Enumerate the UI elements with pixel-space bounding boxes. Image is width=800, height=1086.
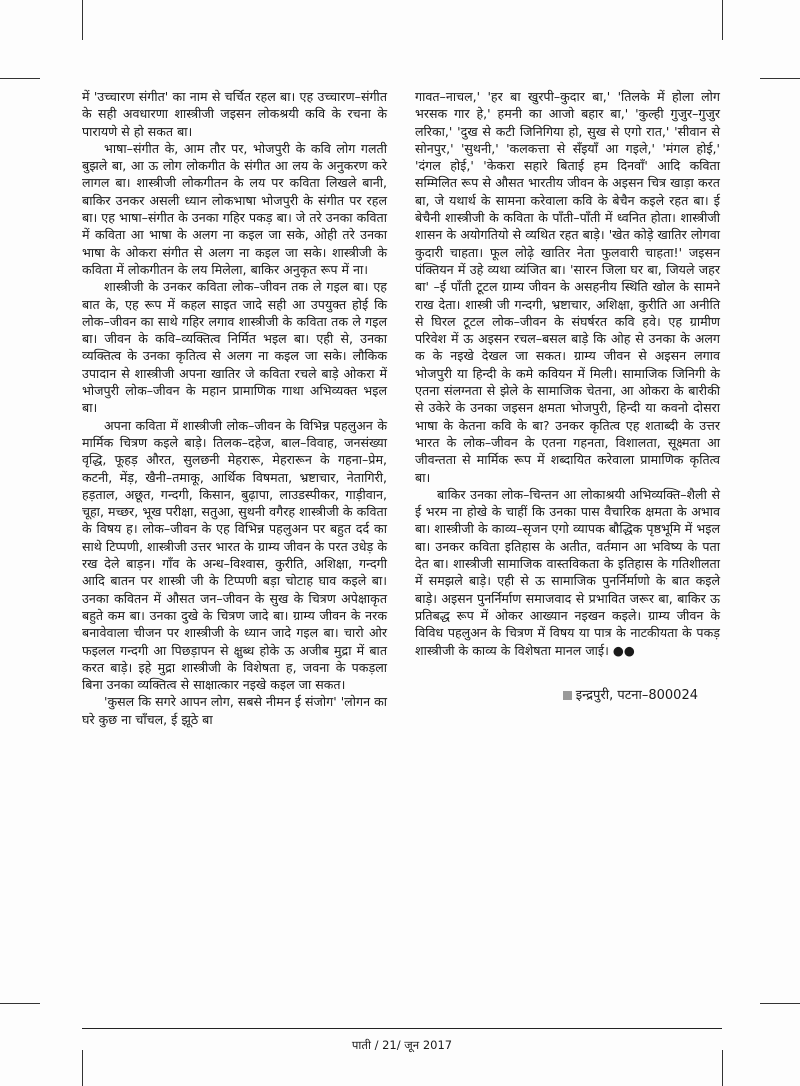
paragraph: बाकिर उनका लोक–चिन्तन आ लोकाश्रयी अभिव्यक्ति–शैली से ई भरम ना होखे के चाहीं कि उनका पास वैचारिक क्षमता के अभाव बा। शास्त्रीजी के काव्य–सृजन एगो व्यापक बौद्धिक पृष्ठभूमि में भइल बा। उनकर कविता इतिहास के अतीत, वर्तमान आ भविष्य के पता देत बा। शास्त्रीजी सामाजिक वास्तविकता के इतिहास के गतिशीलता में समझले बाड़े। एही से ऊ सामाजिक पुनर्निर्माणो के बात कइले बाड़े। अइसन पुनर्निर्माण समाजवाद से प्रभावित जरूर बा, बाकिर ऊ प्रतिबद्ध रूप में ओकर आख्यान नइखन कइले। ग्राम्य जीवन के विविध पहलुअन के चित्रण में विषय या पात्र के नाटकीयता के पकड़ शास्त्रीजी के काव्य के विशेषता मानल जाई। ●● [415, 486, 720, 658]
author-address [415, 687, 720, 704]
crop-mark [82, 0, 83, 40]
page-footer: पाती / 21/ जून 2017 [351, 1038, 453, 1052]
crop-mark [722, 1050, 723, 1086]
paragraph: अपना कविता में शास्त्रीजी लोक–जीवन के विभिन्न पहलुअन के मार्मिक चित्रण कइले बाड़े। तिलक–दहेज, बाल–विवाह, जनसंख्या वृद्धि, फूहड़ औरत, सुलछनी मेहरारू, मेहरारून के गहना–प्रेम, कटनी, मेंड़, खैनी–तमाकू, आर्थिक विषमता, भ्रष्टाचार, नेतागिरी, हड़ताल, अछूत, गन्दगी, किसान, बुढ़ापा, लाउडस्पीकर, गाड़ीवान, चूहा, मच्छर, भूख परीक्षा, सतुआ, सुथनी वगैरह शास्त्रीजी के कविता के विषय ह। लोक–जीवन के एह विभिन्न पहलुअन पर बहुत दर्द का साथे टिप्पणी, शास्त्रीजी उत्तर भारत के ग्राम्य जीवन के परत उधेड़ के रख देले बाड़न। गाँव के अन्ध–विश्वास, कुरीति, अशिक्षा, गन्दगी आदि बातन पर शास्त्री जी के टिप्पणी बड़ा चोटाह घाव कइले बा। उनका कवितन में औसत जन–जीवन के सुख के चित्रण अपेक्षाकृत बहुते कम बा। उनका दुखे के चित्रण जादे बा। ग्राम्य जीवन के नरक बनावेवाला चीजन पर शास्त्रीजी के ध्यान जादे गइल बा। चारो ओर फइलल गन्दगी आ पिछड़ापन से क्षुब्ध होके ऊ अजीब मुद्रा में बात करत बाड़े। इहे मुद्रा शास्त्रीजी के विशेषता ह, जवना के पकड़ला बिना उनका व्यक्तित्व से साक्षात्कार नइखे कइल जा सकत। [82, 417, 388, 693]
crop-mark [82, 1050, 83, 1086]
footer-rule [82, 1028, 722, 1029]
right-column [415, 88, 720, 704]
crop-mark [760, 1003, 800, 1004]
left-column [82, 88, 387, 728]
paragraph: 'कुसल कि सगरे आपन लोग, सबसे नीमन ई संजोग' 'लोगन का घरे कुछ ना चॉंचल, ई झूठे बा [82, 694, 387, 727]
paragraph: गावत–नाचल,' 'हर बा खुरपी–कुदार बा,' 'तिलके में होला लोग भरसक गार हे,' हमनी का आजो बहार बा,' 'कुल्ही गुजुर–गुजुर लरिका,' 'दुख से कटी जिनिगिया हो, सुख से एगो रात,' 'सीवान से सोनपुर,' 'सुथनी,' 'कलकत्ता से सँइयाँ आ गइले,' 'मंगल होई,' 'दंगल होई,' 'केकरा सहारे बिताई हम दिनवाँ' आदि कविता सम्मिलित रूप से औसत भारतीय जीवन के अइसन चित्र खाड़ा करत बा, जे यथार्थ के सामना करेवाला कवि के बेचैन कइले रहत बा। ई बेचैनी शास्त्रीजी के कविता के पाँती–पाँती में ध्वनित होता। शास्त्रीजी शासन के अयोगतियो से व्यथित रहत बाड़े। 'खेत कोड़े खातिर लोगवा कुदारी चाहता। फूल लोढ़े खातिर नेता फुलवारी चाहता!' जइसन पंक्तियन में उहे व्यथा व्यंजित बा। 'सारन जिला घर बा, जियले जहर बा' –ई पाँती टूटल ग्राम्य जीवन के असहनीय स्थिति खोल के सामने राख देता। शास्त्री जी गन्दगी, भ्रष्टाचार, अशिक्षा, कुरीति आ अनीति से घिरल टूटल लोक–जीवन के संघर्षरत कवि हवे। एह ग्रामीण परिवेश में ऊ अइसन रचल–बसल बाड़े कि ओह से उनका के अलग क के नइखे देखल जा सकत। ग्राम्य जीवन से अइसन लगाव भोजपुरी या हिन्दी के कमे कवियन में मिली। सामाजिक जिनिगी के एतना संलग्नता से झेले के सामाजिक चेतना, आ ओकरा के बारीकी से उकेरे के उनका जइसन क्षमता भोजपुरी, हिन्दी या कवनो दोसरा भाषा के केतना कवि के बा? उनकर कृतित्व एह शताब्दी के उत्तर भारत के लोक–जीवन के एतना गहनता, विशालता, सूक्ष्मता आ जीवन्तता से मार्मिक रूप में शब्दायित करेवाला प्रामाणिक कृतित्व बा। [415, 89, 720, 485]
crop-mark [722, 0, 723, 40]
crop-mark [0, 78, 40, 79]
square-bullet-icon [563, 691, 572, 700]
paragraph: भाषा–संगीत के, आम तौर पर, भोजपुरी के कवि लोग गलती बुझले बा, आ ऊ लोग लोकगीत के संगीत आ लय के अनुकरण करे लागल बा। शास्त्रीजी लोकगीतन के लय पर कविता लिखले बानी, बाकिर उनकर असली ध्यान लोकभाषा भोजपुरी के संगीत पर रहल बा। एह भाषा–संगीत के उनका गहिर पकड़ बा। जे तरे उनका कविता में कविता आ भाषा के अलग ना कइल जा सके, ओही तरे उनका भाषा के ओकरा संगीत से अलग ना कइल जा सके। शास्त्रीजी के कविता में लोकगीतन के लय मिलेला, बाकिर अनुकृत रूप में ना। [82, 140, 387, 277]
address-text: इन्द्रपुरी, पटना–800024 [575, 687, 698, 703]
paragraph: में 'उच्चारण संगीत' का नाम से चर्चित रहल बा। एह उच्चारण–संगीत के सही अवधारणा शास्त्रीजी जइसन लोकश्रयी कवि के रचना के पारायणे से हो सकत बा। [82, 89, 387, 139]
paragraph: शास्त्रीजी के उनकर कविता लोक–जीवन तक ले गइल बा। एह बात के, एह रूप में कहल साइत जादे सही आ उपयुक्त होई कि लोक–जीवन का साथे गहिर लगाव शास्त्रीजी के कविता तक ले गइल बा। जीवन के कवि–व्यक्तित्व निर्मित भइल बा। एही से, उनका व्यक्तित्व के उनका कृतित्व से अलग ना कइल जा सके। लौकिक उपादान से शास्त्रीजी अपना खातिर जे कविता रचले बाड़े ओकरा में भोजपुरी लोक–जीवन के महान प्रामाणिक गाथा अभिव्यक्त भइल बा। [82, 279, 387, 416]
crop-mark [760, 78, 800, 79]
crop-mark [0, 1003, 40, 1004]
